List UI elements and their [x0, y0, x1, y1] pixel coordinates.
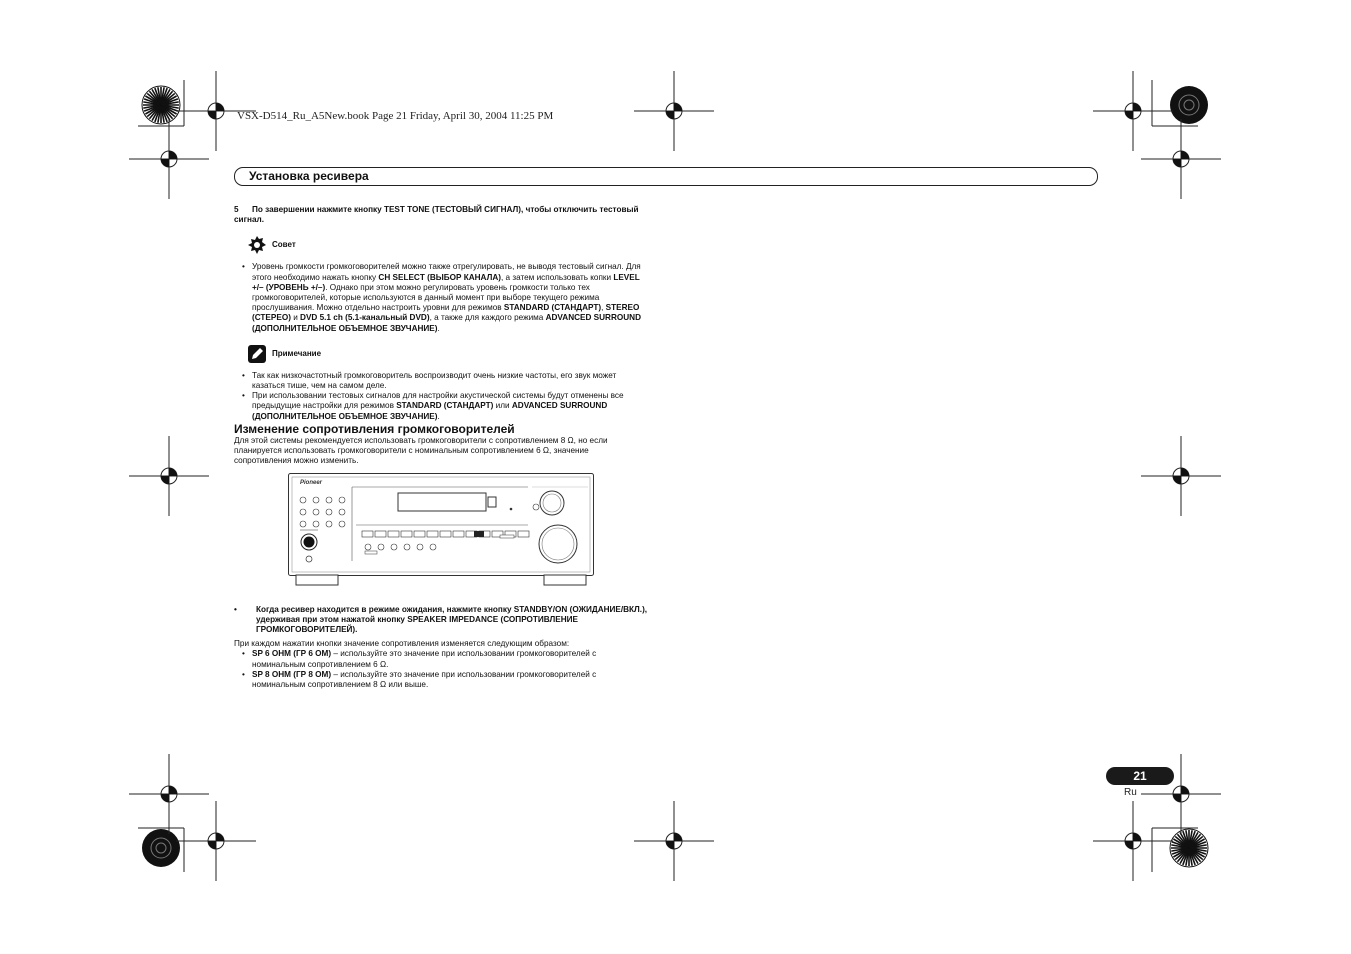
- tip-item-text: DVD 5.1 ch (5.1-канальный DVD): [300, 313, 430, 323]
- tip-item-text: ADVANCED SURROUND (ДОПОЛНИТЕЛЬНОЕ ОБЪЕМНОЕ ЗВУЧАНИЕ): [252, 313, 641, 333]
- note-label: Примечание: [272, 348, 322, 358]
- crosshair-mark: [176, 801, 256, 881]
- tip-item-text: Уровень громкости громкоговорителей можно также отрегулировать, не выводя тестовый сигнал. Для этого необходимо нажать кнопку: [252, 262, 641, 282]
- crosshair-mark: [634, 801, 714, 881]
- note-item: [234, 391, 648, 422]
- press-intro: При каждом нажатии кнопки значение сопротивления изменяется следующим образом:: [234, 639, 570, 649]
- chapter-header: [234, 167, 1098, 186]
- tip-item-text: и: [290, 313, 301, 323]
- note-list: [234, 371, 648, 422]
- tip-item-text: ,: [601, 303, 606, 313]
- brand-logo: Pioneer: [300, 480, 323, 487]
- step-5: [234, 205, 648, 225]
- lightbulb-icon: [248, 236, 266, 254]
- starburst-mark-bottom-right: [1169, 828, 1209, 868]
- tip-item-text: , а затем использовать копки: [500, 272, 614, 282]
- language-code: Ru: [1124, 787, 1137, 798]
- note-item-text: или: [493, 401, 512, 411]
- page-number-badge: 21: [1106, 767, 1174, 785]
- option-item: [234, 670, 648, 690]
- tip-callout: [248, 236, 648, 254]
- tip-label: Совет: [272, 240, 296, 250]
- option-item-text: – используйте это значение при использовании громкоговорителей с номинальным сопротивлением 8 Ω или выше.: [252, 669, 597, 690]
- receiver-front-panel-illustration: [288, 473, 648, 594]
- note-item-text: .: [437, 411, 440, 421]
- tip-list: [234, 262, 648, 333]
- note-item-text: При использовании тестовых сигналов для настройки акустической системы будут отменены все предыдущие настройки для режимов: [252, 391, 624, 411]
- note-item-text: STANDARD (СТАНДАРТ): [396, 401, 494, 411]
- crosshair-mark: [634, 71, 714, 151]
- option-item: [234, 649, 648, 669]
- file-slug: VSX-D514_Ru_A5New.book Page 21 Friday, April 30, 2004 11:25 PM: [237, 110, 554, 122]
- crosshair-mark: [129, 436, 209, 516]
- note-callout: [248, 345, 648, 363]
- crosshair-mark: [1141, 436, 1221, 516]
- tip-item-text: .: [437, 323, 440, 333]
- section-intro: Для этой системы рекомендуется использовать громкоговорители с сопротивлением 8 Ω, но если планируется использовать громкоговорители с номинальным сопротивлением 6 Ω, значение сопротивления можно изменить.: [234, 435, 608, 466]
- note-item-text: Так как низкочастотный громкоговоритель воспроизводит очень низкие частоты, его звук может казаться тише, чем на самом деле.: [252, 370, 617, 391]
- crosshair-mark: [1093, 801, 1173, 881]
- chapter-title: Установка ресивера: [249, 169, 369, 183]
- pencil-note-icon: [248, 345, 266, 363]
- main-content: [234, 205, 648, 690]
- step-number: 5: [234, 205, 239, 214]
- tip-item-text: CH SELECT (ВЫБОР КАНАЛА): [378, 272, 501, 282]
- impedance-option-list: [234, 649, 648, 690]
- option-item-text: – используйте это значение при использовании громкоговорителей с номинальным сопротивлением 6 Ω.: [252, 649, 597, 669]
- starburst-mark-bottom-left: [141, 828, 181, 868]
- tip-item-text: LEVEL +/– (УРОВЕНЬ +/–): [252, 272, 640, 292]
- note-item: [234, 371, 648, 391]
- section-title: Изменение сопротивления громкоговорителей: [234, 421, 515, 436]
- tip-item-text: STEREO (СТЕРЕО): [252, 303, 640, 323]
- instruction-step: • Когда ресивер находится в режиме ожидания, нажмите кнопку STANDBY/ON (ОЖИДАНИЕ/ВКЛ.), удерживая при этом нажатой кнопку SPEAKER IMPEDANCE (СОПРОТИВЛЕНИЕ ГРОМКОГОВОРИТЕЛЕЙ).: [234, 605, 648, 636]
- note-item-text: ADVANCED SURROUND (ДОПОЛНИТЕЛЬНОЕ ОБЪЕМНОЕ ЗВУЧАНИЕ): [252, 401, 608, 421]
- tip-item: [234, 262, 648, 333]
- tip-item-text: STANDARD (СТАНДАРТ): [503, 303, 602, 313]
- tip-item-text: , а также для каждого режима: [429, 313, 546, 323]
- crosshair-mark: [129, 119, 209, 199]
- option-item-text: SP 8 OHM (ГР 8 OM): [252, 669, 332, 679]
- step-text: По завершении нажмите кнопку TEST TONE (ТЕСТОВЫЙ СИГНАЛ), чтобы отключить тестовый сигнал.: [234, 205, 639, 225]
- crosshair-mark: [1141, 119, 1221, 199]
- option-item-text: SP 6 OHM (ГР 6 OM): [252, 649, 332, 659]
- tip-item-text: . Однако при этом можно регулировать уровень громкости только тех громкоговорителей, которые используются в данный момент при выборе текущего режима прослушивания. Можно отдельно настроить уровни для режимов: [252, 282, 600, 313]
